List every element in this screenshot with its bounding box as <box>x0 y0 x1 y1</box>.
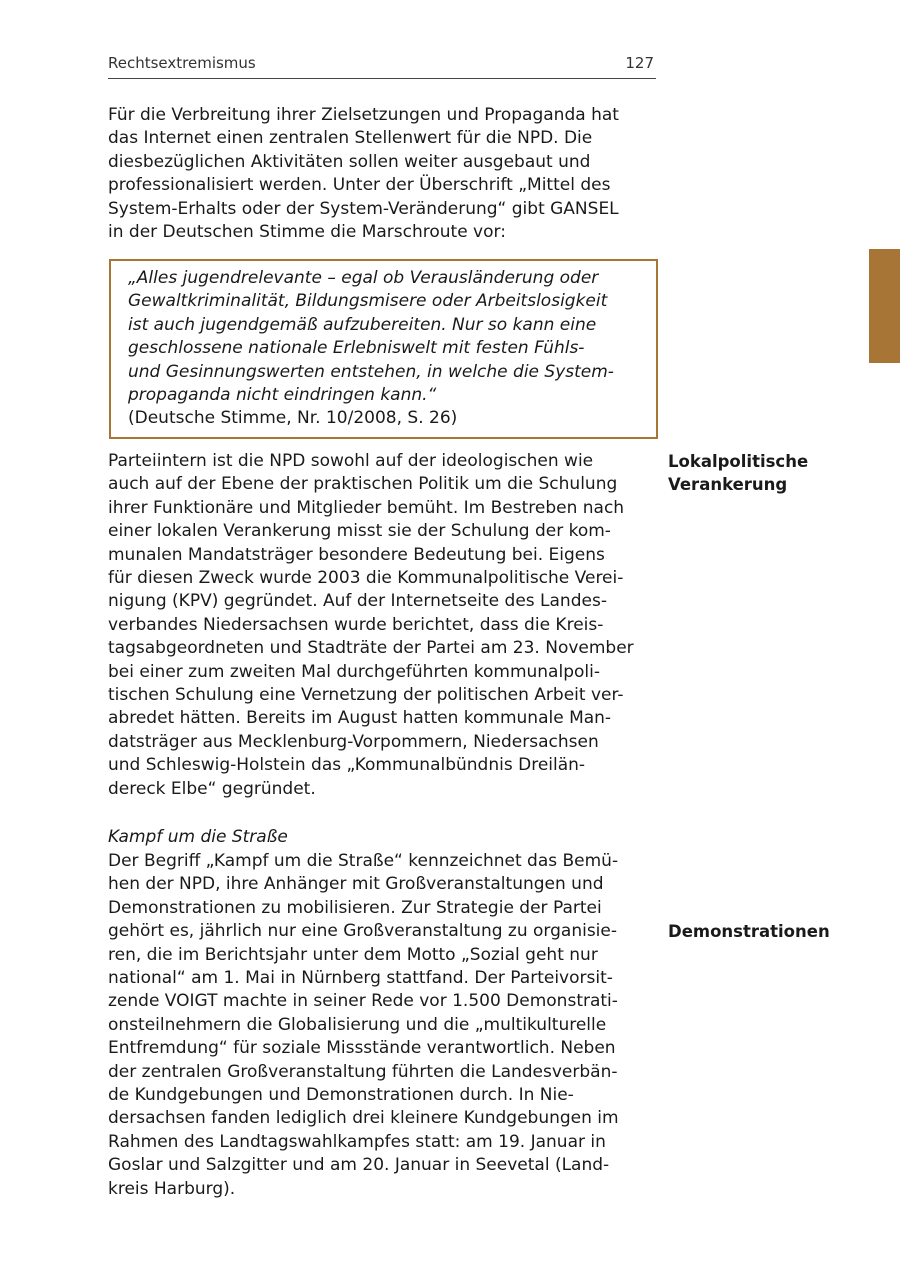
body-line: kreis Harburg). <box>108 1178 236 1199</box>
margin-note-lokalpolitische-verankerung <box>668 450 878 497</box>
intro-line: professionalisiert werden. Unter der Überschrift „Mittel des <box>108 175 611 196</box>
quote-source: (Deutsche Stimme, Nr. 10/2008, S. 26) <box>128 408 458 429</box>
body-line: nigung (KPV) gegründet. Auf der Internetseite des Landes- <box>108 591 607 612</box>
body-line: gehört es, jährlich nur eine Großveranstaltung zu organisie- <box>108 921 617 942</box>
body-line: verbandes Niedersachsen wurde berichtet, dass die Kreis- <box>108 614 604 635</box>
body-line: auch auf der Ebene der praktischen Politik um die Schulung <box>108 474 618 495</box>
section-heading-kampf-um-die-strasse: Kampf um die Straße <box>108 827 288 847</box>
body-line: Goslar und Salzgitter und am 20. Januar in Seevetal (Land- <box>108 1155 610 1176</box>
body-line: datsträger aus Mecklenburg-Vorpommern, Niedersachsen <box>108 731 599 752</box>
body-line: Demonstrationen zu mobilisieren. Zur Strategie der Partei <box>108 897 602 918</box>
intro-line: das Internet einen zentralen Stellenwert für die NPD. Die <box>108 128 593 149</box>
margin-note-demonstrationen <box>668 920 878 943</box>
body-line: dereck Elbe“ gegründet. <box>108 778 316 799</box>
intro-line: in der Deutschen Stimme die Marschroute vor: <box>108 222 506 243</box>
chapter-thumb-tab <box>869 249 900 363</box>
page-number: 127 <box>625 54 654 72</box>
body-line: Der Begriff „Kampf um die Straße“ kennzeichnet das Bemü- <box>108 851 619 871</box>
body-line: onsteilnehmern die Globalisierung und die „multikulturelle <box>108 1014 607 1035</box>
body-line: der zentralen Großveranstaltung führten die Landesverbän- <box>108 1061 618 1082</box>
body-line: Entfremdung“ für soziale Missstände verantwortlich. Neben <box>108 1038 616 1059</box>
intro-paragraph <box>108 104 656 244</box>
body-line: zende VOIGT machte in seiner Rede vor 1.500 Demonstrati- <box>108 991 618 1012</box>
intro-line: diesbezüglichen Aktivitäten sollen weiter ausgebaut und <box>108 151 591 172</box>
body-line: Parteiintern ist die NPD sowohl auf der ideologischen wie <box>108 451 594 471</box>
body-line: bei einer zum zweiten Mal durchgeführten kommunalpoli- <box>108 661 600 682</box>
quote-line: und Gesinnungswerten entstehen, in welche die System- <box>128 361 614 382</box>
body-line: Rahmen des Landtagswahlkampfes statt: am 19. Januar in <box>108 1131 606 1152</box>
body-line: national“ am 1. Mai in Nürnberg stattfand. Der Parteivorsit- <box>108 968 613 989</box>
margin-note-line: Verankerung <box>668 475 788 495</box>
lokal-paragraph <box>108 450 656 801</box>
body-line: munalen Mandatsträger besondere Bedeutung bei. Eigens <box>108 544 605 565</box>
body-line: de Kundgebungen und Demonstrationen durch. In Nie- <box>108 1085 574 1106</box>
quote-line: Gewaltkriminalität, Bildungsmisere oder Arbeitslosigkeit <box>128 291 608 312</box>
body-line: ihrer Funktionäre und Mitglieder bemüht. Im Bestreben nach <box>108 497 625 518</box>
quote-text <box>128 267 656 407</box>
body-line: für diesen Zweck wurde 2003 die Kommunalpolitische Verei- <box>108 568 624 589</box>
intro-line: System-Erhalts oder der System-Veränderung“ gibt GANSEL <box>108 198 619 219</box>
body-line: und Schleswig-Holstein das „Kommunalbündnis Dreilän- <box>108 755 586 776</box>
intro-line: Für die Verbreitung ihrer Zielsetzungen und Propaganda hat <box>108 105 619 125</box>
body-line: ren, die im Berichtsjahr unter dem Motto „Sozial geht nur <box>108 944 598 965</box>
body-line: tischen Schulung eine Vernetzung der politischen Arbeit ver- <box>108 685 624 706</box>
quote-line: propaganda nicht eindringen kann.“ <box>128 385 437 406</box>
strasse-paragraph <box>108 850 656 1201</box>
running-header <box>108 52 656 79</box>
body-line: hen der NPD, ihre Anhänger mit Großveranstaltungen und <box>108 874 604 895</box>
quote-line: geschlossene nationale Erlebniswelt mit festen Fühls- <box>128 338 585 359</box>
body-line: abredet hätten. Bereits im August hatten kommunale Man- <box>108 708 612 729</box>
body-line: dersachsen fanden lediglich drei kleinere Kundgebungen im <box>108 1108 619 1129</box>
quote-line: „Alles jugendrelevante – egal ob Verausländerung oder <box>128 268 599 288</box>
body-line: tagsabgeordneten und Stadträte der Partei am 23. November <box>108 638 634 659</box>
header-title: Rechtsextremismus <box>108 54 256 72</box>
margin-note-line: Demonstrationen <box>668 922 830 941</box>
margin-note-line: Lokalpolitische <box>668 452 809 471</box>
quote-line: ist auch jugendgemäß aufzubereiten. Nur so kann eine <box>128 314 597 335</box>
quote-box <box>109 259 658 439</box>
body-line: einer lokalen Verankerung misst sie der Schulung der kom- <box>108 521 611 542</box>
